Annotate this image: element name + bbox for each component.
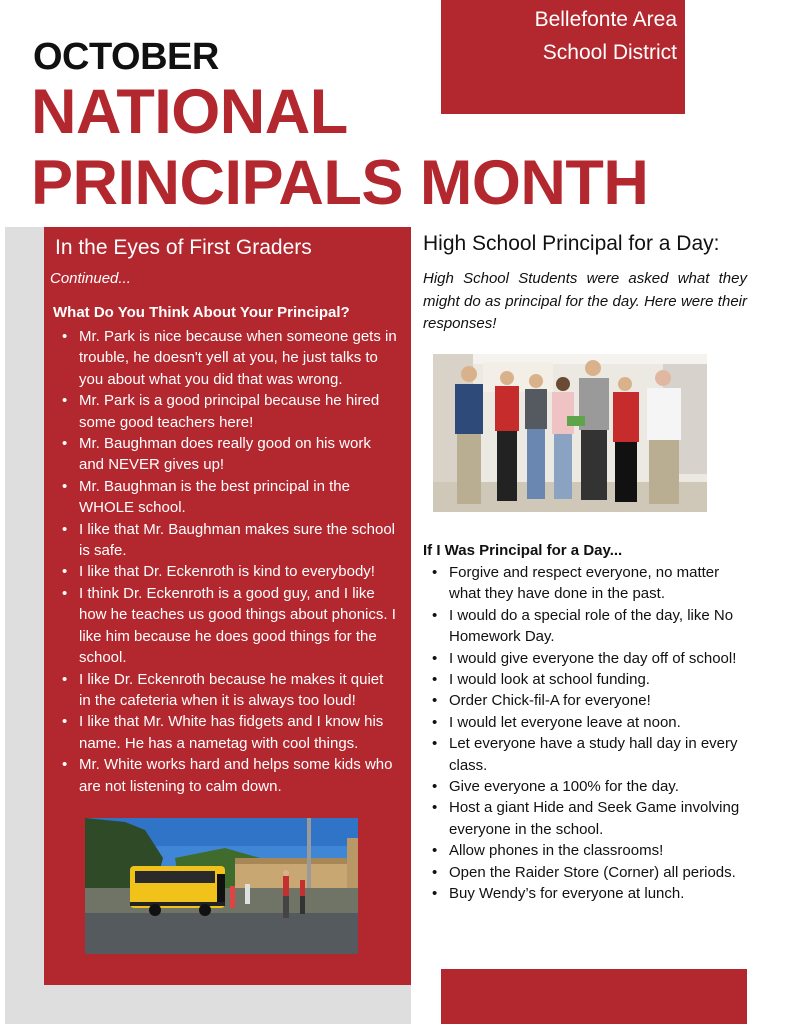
list-item: • Let everyone have a study hall day in every class. (423, 733, 743, 776)
footer-accent-box (441, 969, 747, 1024)
principal-for-day-heading: High School Principal for a Day: (423, 232, 720, 255)
principal-for-day-list (423, 562, 743, 905)
list-item: • I like that Mr. Baughman makes sure the school is safe. (53, 519, 398, 562)
list-item: • I like that Dr. Eckenroth is kind to everybody! (53, 561, 398, 582)
school-bus-photo (85, 818, 358, 954)
list-item: • I would give everyone the day off of school! (423, 648, 743, 669)
list-item: • Give everyone a 100% for the day. (423, 776, 743, 797)
page-title-line2: PRINCIPALS MONTH (31, 148, 649, 218)
list-item: • I think Dr. Eckenroth is a good guy, and I like how he teaches us good things about phonics. I like him because he does good things for the school. (53, 583, 398, 669)
list-item: • Allow phones in the classrooms! (423, 840, 743, 861)
list-item: • Forgive and respect everyone, no matter what they have done in the past. (423, 562, 743, 605)
list-item: • I like Dr. Eckenroth because he makes it quiet in the cafeteria when it is always too loud! (53, 669, 398, 712)
district-name-line2: School District (542, 41, 677, 64)
list-item: • I would look at school funding. (423, 669, 743, 690)
list-item: • Mr. White works hard and helps some kids who are not listening to calm down. (53, 754, 398, 797)
question-heading: What Do You Think About Your Principal? (53, 304, 350, 321)
page-title-line1: NATIONAL (31, 77, 348, 147)
list-item: • Order Chick-fil-A for everyone! (423, 690, 743, 711)
list-item: • I would do a special role of the day, like No Homework Day. (423, 605, 743, 648)
first-grader-quotes-list (53, 326, 398, 797)
list-item: • Host a giant Hide and Seek Game involving everyone in the school. (423, 797, 743, 840)
list-item: • Mr. Baughman does really good on his work and NEVER gives up! (53, 433, 398, 476)
list-item: • Mr. Baughman is the best principal in the WHOLE school. (53, 476, 398, 519)
continued-label: Continued... (50, 270, 131, 287)
principal-for-day-intro: High School Students were asked what they might do as principal for the day. Here were their responses! (423, 270, 747, 332)
list-item: • Buy Wendy’s for everyone at lunch. (423, 883, 743, 904)
list-item: • I like that Mr. White has fidgets and I know his name. He has a nametag with cool things. (53, 711, 398, 754)
district-name-line1: Bellefonte Area (534, 8, 677, 31)
principal-list-heading: If I Was Principal for a Day... (423, 542, 623, 559)
list-item: • I would let everyone leave at noon. (423, 712, 743, 733)
list-item: • Mr. Park is a good principal because he hired some good teachers here! (53, 390, 398, 433)
month-label: OCTOBER (33, 36, 219, 78)
list-item: • Open the Raider Store (Corner) all periods. (423, 862, 743, 883)
first-graders-heading: In the Eyes of First Graders (55, 236, 312, 259)
list-item: • Mr. Park is nice because when someone gets in trouble, he doesn't yell at you, he just talks to you about what you did that was wrong. (53, 326, 398, 390)
group-photo (433, 354, 707, 512)
